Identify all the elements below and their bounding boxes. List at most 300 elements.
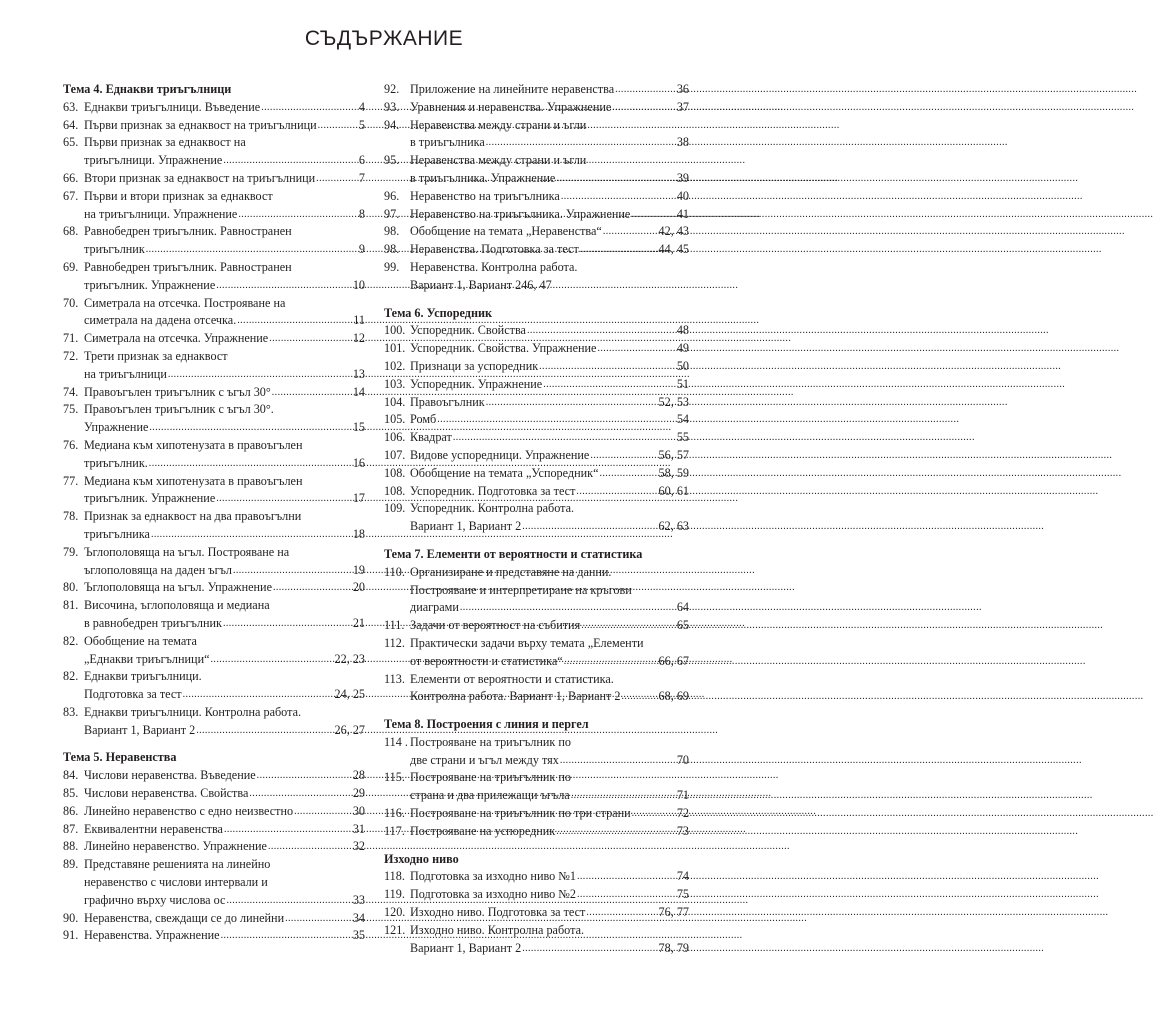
entry-text: Видове успоредници. Упражнение bbox=[410, 447, 590, 462]
entry-number: 119. bbox=[384, 887, 405, 902]
leader-dots bbox=[561, 187, 676, 206]
entry-text: Неравенства, свеждащи се до линейни bbox=[84, 910, 285, 925]
toc-entry-line bbox=[384, 241, 689, 259]
entry-text: неравенство с числови интервали и bbox=[84, 875, 268, 890]
toc-entry[interactable] bbox=[384, 769, 689, 805]
toc-entry-line bbox=[63, 437, 365, 455]
toc-entry-line bbox=[63, 544, 365, 562]
toc-entry-line bbox=[384, 117, 689, 135]
leader-dots bbox=[269, 329, 352, 348]
page-number: 30 bbox=[352, 803, 365, 818]
entry-text: две страни и ъгъл между тях bbox=[410, 752, 559, 767]
entry-text: Построяване на успоредник bbox=[410, 823, 556, 838]
section-heading: Изходно ниво bbox=[384, 851, 459, 866]
toc-entry-line bbox=[63, 562, 365, 580]
toc-entry[interactable] bbox=[63, 295, 365, 331]
toc-entry[interactable] bbox=[63, 99, 365, 117]
toc-entry-line bbox=[384, 483, 689, 501]
toc-entry[interactable] bbox=[63, 856, 365, 909]
page-number: 7 bbox=[358, 170, 365, 185]
entry-text: Организиране и представяне на данни. bbox=[410, 564, 612, 579]
entry-number: 96. bbox=[384, 188, 400, 203]
toc-entry-line bbox=[384, 134, 689, 152]
toc-column-left bbox=[63, 81, 365, 945]
toc-entry[interactable] bbox=[384, 904, 689, 922]
toc-entry-line bbox=[384, 617, 689, 635]
entry-text: Успоредник. Свойства. Упражнение bbox=[410, 341, 597, 356]
toc-entry-line bbox=[384, 635, 689, 653]
toc-entry[interactable] bbox=[384, 635, 689, 671]
page-number: 17 bbox=[352, 491, 365, 506]
leader-dots bbox=[522, 517, 657, 536]
entry-number: 100. bbox=[384, 323, 406, 338]
toc-entry-line bbox=[63, 134, 365, 152]
leader-dots bbox=[268, 837, 352, 856]
leader-dots bbox=[486, 393, 658, 412]
toc-entry-line bbox=[384, 447, 689, 465]
page-number: 32 bbox=[352, 839, 365, 854]
entry-number: 76. bbox=[63, 437, 79, 452]
entry-number: 118. bbox=[384, 869, 405, 884]
toc-entry-line bbox=[63, 348, 365, 366]
page-number: 60, 61 bbox=[658, 483, 689, 498]
toc-entry[interactable] bbox=[384, 259, 689, 295]
toc-entry[interactable] bbox=[384, 886, 689, 904]
toc-entry-line bbox=[63, 615, 365, 633]
leader-dots bbox=[221, 926, 352, 945]
entry-text: Успоредник. Свойства bbox=[410, 323, 526, 338]
entry-text: Признак за еднаквост на два правоъгълни bbox=[84, 509, 302, 524]
entry-text: Първи признак за еднаквост на триъгълници bbox=[84, 117, 317, 132]
toc-entry-line bbox=[384, 81, 689, 99]
toc-section bbox=[63, 81, 365, 739]
entry-number: 75. bbox=[63, 402, 79, 417]
entry-text: на триъгълници. Упражнение bbox=[84, 206, 238, 221]
toc-entry-line bbox=[384, 599, 689, 617]
leader-dots bbox=[631, 205, 676, 224]
entry-text: Първи признак за еднаквост на bbox=[84, 135, 246, 150]
leader-dots bbox=[437, 410, 676, 429]
leader-dots bbox=[580, 240, 658, 259]
leader-dots bbox=[460, 598, 676, 617]
toc-entry[interactable] bbox=[384, 805, 689, 823]
toc-entry[interactable] bbox=[63, 188, 365, 224]
toc-entry-line bbox=[63, 170, 365, 188]
toc-entry[interactable] bbox=[384, 340, 689, 358]
entry-number: 97. bbox=[384, 206, 400, 221]
toc-entry-line bbox=[63, 277, 365, 295]
entry-number: 91. bbox=[63, 928, 79, 943]
entry-text: Трети признак за еднаквост bbox=[84, 348, 228, 363]
entry-text: диаграми bbox=[410, 600, 459, 615]
leader-dots bbox=[183, 685, 334, 704]
toc-entry-line bbox=[63, 856, 365, 874]
entry-number: 98. bbox=[384, 242, 400, 257]
toc-entry[interactable] bbox=[63, 803, 365, 821]
entry-number: 102. bbox=[384, 358, 406, 373]
toc-entry[interactable] bbox=[63, 170, 365, 188]
entry-number: 70. bbox=[63, 295, 79, 310]
leader-dots bbox=[599, 464, 657, 483]
page-number: 64 bbox=[676, 600, 689, 615]
toc-entry[interactable] bbox=[63, 785, 365, 803]
page-number: 36 bbox=[676, 82, 689, 96]
toc-entry[interactable] bbox=[384, 922, 689, 958]
entry-number: 86. bbox=[63, 803, 79, 818]
toc-entry[interactable] bbox=[384, 188, 689, 206]
page-number: 31 bbox=[352, 821, 365, 836]
toc-section bbox=[384, 81, 689, 295]
toc-entry[interactable] bbox=[63, 927, 365, 945]
toc-entry[interactable] bbox=[384, 376, 689, 394]
entry-number: 88. bbox=[63, 839, 79, 854]
toc-entry-line bbox=[63, 384, 365, 402]
page-number: 49 bbox=[676, 341, 689, 356]
entry-text: Построяване на триъгълник по bbox=[410, 734, 572, 749]
entry-text: Неравенства между страни и ъгли bbox=[410, 153, 587, 168]
toc-entry-line bbox=[63, 597, 365, 615]
section-heading: Тема 4. Еднакви триъгълници bbox=[63, 82, 232, 96]
toc-entry[interactable] bbox=[63, 330, 365, 348]
entry-number: 90. bbox=[63, 910, 79, 925]
leader-dots bbox=[223, 614, 352, 633]
toc-entry-line bbox=[63, 785, 365, 803]
section-heading: Тема 5. Неравенства bbox=[63, 750, 177, 765]
entry-text: Симетрала на отсечка. Построяване на bbox=[84, 295, 286, 310]
entry-text: Задачи от вероятност на събития bbox=[410, 618, 581, 633]
toc-entry-line bbox=[63, 927, 365, 945]
toc-entry-line bbox=[384, 152, 689, 170]
toc-section bbox=[63, 749, 365, 945]
entry-number: 64. bbox=[63, 117, 79, 132]
entry-number: 84. bbox=[63, 768, 79, 783]
leader-dots bbox=[224, 820, 352, 839]
toc-entry[interactable] bbox=[63, 401, 365, 437]
entry-text: Неравенства. Подготовка за тест bbox=[410, 242, 579, 257]
page-number: 22, 23 bbox=[334, 651, 365, 666]
toc-entry-line bbox=[63, 821, 365, 839]
toc-entry[interactable] bbox=[384, 617, 689, 635]
page-number: 65 bbox=[676, 618, 689, 633]
leader-dots bbox=[632, 804, 676, 823]
toc-entry-line bbox=[63, 838, 365, 856]
toc-entry[interactable] bbox=[384, 99, 689, 117]
toc-entry-line bbox=[384, 170, 689, 188]
page-number: 26, 27 bbox=[334, 722, 365, 737]
entry-text: триъгълника bbox=[84, 526, 150, 541]
toc-entry-line bbox=[384, 734, 689, 752]
page-number: 12 bbox=[352, 331, 365, 346]
entry-text: Първи и втори признак за еднаквост bbox=[84, 188, 273, 203]
leader-dots bbox=[522, 939, 657, 958]
entry-text: Построяване на триъгълник по bbox=[410, 770, 572, 785]
entry-text: Ъглополовяща на ъгъл. Построяване на bbox=[84, 544, 290, 559]
page-number: 9 bbox=[358, 242, 365, 257]
toc-entry[interactable] bbox=[384, 241, 689, 259]
toc-entry-line bbox=[63, 767, 365, 785]
leader-dots bbox=[285, 909, 352, 928]
toc-entry-line bbox=[384, 223, 689, 241]
toc-entry-line bbox=[63, 803, 365, 821]
entry-text: Признаци за успоредник bbox=[410, 358, 539, 373]
entry-number: 103. bbox=[384, 376, 406, 391]
toc-entry[interactable] bbox=[63, 767, 365, 785]
toc-section bbox=[384, 716, 689, 841]
toc-entry[interactable] bbox=[384, 322, 689, 340]
leader-dots bbox=[273, 578, 352, 597]
entry-text: Успоредник. Упражнение bbox=[410, 376, 543, 391]
toc-entry[interactable] bbox=[63, 134, 365, 170]
entry-text: ъглополовяща на даден ъгъл bbox=[84, 562, 232, 577]
page-number: 37 bbox=[676, 99, 689, 114]
page-number: 73 bbox=[676, 823, 689, 838]
toc-entry-line bbox=[384, 340, 689, 358]
toc-entry[interactable] bbox=[384, 465, 689, 483]
leader-dots bbox=[196, 721, 333, 740]
leader-dots bbox=[539, 357, 676, 376]
page-number: 20 bbox=[352, 580, 365, 595]
entry-text: графично върху числова ос bbox=[84, 892, 226, 907]
entry-number: 112. bbox=[384, 635, 405, 650]
toc-entry-line bbox=[384, 752, 689, 770]
entry-text: Неравенство на триъгълника. Упражнение bbox=[410, 206, 631, 221]
leader-dots bbox=[564, 652, 658, 671]
toc-entry[interactable] bbox=[63, 633, 365, 669]
toc-entry-line bbox=[63, 152, 365, 170]
page-number: 10 bbox=[352, 277, 365, 292]
entry-number: 95. bbox=[384, 153, 400, 168]
leader-dots bbox=[597, 339, 675, 358]
leader-dots bbox=[257, 766, 352, 785]
page-number: 4 bbox=[358, 99, 365, 114]
leader-dots bbox=[216, 489, 352, 508]
toc-entry[interactable] bbox=[63, 508, 365, 544]
toc-entry-line bbox=[63, 295, 365, 313]
toc-entry[interactable] bbox=[63, 348, 365, 384]
toc-entry[interactable] bbox=[63, 259, 365, 295]
entry-text: триъгълници. Упражнение bbox=[84, 153, 223, 168]
leader-dots bbox=[615, 80, 676, 99]
entry-text: Втори признак за еднаквост на триъгълници bbox=[84, 170, 316, 185]
toc-entry[interactable] bbox=[63, 223, 365, 259]
page-number: 38 bbox=[676, 135, 689, 150]
entry-text: Правоъгълен триъгълник с ъгъл 30° bbox=[84, 384, 271, 399]
page-number: 54 bbox=[676, 412, 689, 427]
toc-entry[interactable] bbox=[384, 734, 689, 770]
page-number: 14 bbox=[352, 384, 365, 399]
toc-entry[interactable] bbox=[384, 823, 689, 841]
page-number: 42, 43 bbox=[658, 224, 689, 239]
entry-text: Изходно ниво. Контролна работа. bbox=[410, 922, 585, 937]
page-number: 52, 53 bbox=[658, 394, 689, 409]
entry-text: Контролна работа. Вариант 1, Вариант 2 bbox=[410, 689, 621, 704]
entry-text: Представяне решенията на линейно bbox=[84, 857, 271, 872]
entry-number: 107. bbox=[384, 447, 406, 462]
toc-entry[interactable] bbox=[384, 564, 689, 617]
entry-text: Линейно неравенство с едно неизвестно bbox=[84, 803, 294, 818]
leader-dots bbox=[318, 116, 358, 135]
leader-dots bbox=[233, 561, 352, 580]
toc-entry[interactable] bbox=[63, 910, 365, 928]
entry-number: 116. bbox=[384, 806, 405, 821]
page-number: 15 bbox=[352, 420, 365, 435]
entry-text: Медиана към хипотенузата в правоъгълен bbox=[84, 473, 303, 488]
entry-number: 93. bbox=[384, 99, 400, 114]
toc-entry[interactable] bbox=[384, 358, 689, 376]
toc-entry-line bbox=[384, 411, 689, 429]
toc-entry-line bbox=[384, 582, 689, 600]
leader-dots bbox=[211, 650, 334, 669]
entry-text: триъгълник. bbox=[84, 455, 148, 470]
entry-text: Медиана към хипотенузата в правоъгълен bbox=[84, 437, 303, 452]
page-number: 41 bbox=[676, 206, 689, 221]
entry-number: 105. bbox=[384, 412, 406, 427]
section-heading: Тема 6. Успоредник bbox=[384, 305, 493, 320]
page-number: 34 bbox=[352, 910, 365, 925]
toc-entry[interactable] bbox=[63, 437, 365, 473]
toc-entry[interactable] bbox=[63, 668, 365, 704]
toc-entry-line bbox=[384, 904, 689, 922]
toc-entry-line bbox=[63, 490, 365, 508]
leader-dots bbox=[249, 784, 351, 803]
page-number: 29 bbox=[352, 786, 365, 801]
page-number: 74 bbox=[676, 869, 689, 884]
entry-text: Симетрала на отсечка. Упражнение bbox=[84, 331, 269, 346]
toc-entry[interactable] bbox=[63, 838, 365, 856]
toc-entry-line bbox=[384, 376, 689, 394]
toc-entry-line bbox=[63, 633, 365, 651]
toc-entry[interactable] bbox=[63, 704, 365, 740]
toc-entry-line bbox=[63, 579, 365, 597]
entry-text: „Еднакви триъгълници“ bbox=[84, 651, 210, 666]
toc-entry[interactable] bbox=[384, 429, 689, 447]
toc-entry[interactable] bbox=[63, 473, 365, 509]
toc-entry[interactable] bbox=[63, 579, 365, 597]
toc-entry[interactable] bbox=[384, 223, 689, 241]
entry-number: 85. bbox=[63, 786, 79, 801]
toc-column-right bbox=[384, 81, 689, 957]
toc-entry-line bbox=[384, 277, 689, 295]
page-number: 28 bbox=[352, 768, 365, 783]
entry-number: 117. bbox=[384, 823, 405, 838]
toc-entry[interactable] bbox=[63, 821, 365, 839]
entry-text: Практически задачи върху темата „Елементи bbox=[410, 635, 644, 650]
entry-number: 104. bbox=[384, 394, 406, 409]
entry-text: Неравенства. Упражнение bbox=[84, 928, 220, 943]
toc-section bbox=[384, 305, 689, 536]
toc-entry[interactable] bbox=[384, 152, 689, 188]
toc-entry-line bbox=[384, 99, 689, 117]
entry-text: Числови неравенства. Свойства bbox=[84, 786, 249, 801]
toc-entry-line bbox=[63, 401, 365, 419]
entry-text: Приложение на линейните неравенства bbox=[410, 82, 615, 96]
entry-number: 82. bbox=[63, 669, 79, 684]
toc-entry-line bbox=[63, 508, 365, 526]
toc-entry[interactable] bbox=[384, 81, 689, 99]
leader-dots bbox=[149, 418, 351, 437]
toc-entry[interactable] bbox=[384, 447, 689, 465]
entry-number: 115. bbox=[384, 770, 405, 785]
entry-number: 65. bbox=[63, 135, 79, 150]
page-title: СЪДЪРЖАНИЕ bbox=[304, 27, 464, 50]
toc-entry-line bbox=[63, 259, 365, 277]
leader-dots bbox=[603, 222, 658, 241]
entry-number: 87. bbox=[63, 821, 79, 836]
toc-entry[interactable] bbox=[63, 544, 365, 580]
toc-entry-line bbox=[384, 805, 689, 823]
entry-number: 121. bbox=[384, 922, 406, 937]
toc-entry[interactable] bbox=[384, 483, 689, 501]
entry-text: Височина, ъглополовяща и медиана bbox=[84, 598, 270, 613]
leader-dots bbox=[151, 525, 352, 544]
toc-entry[interactable] bbox=[63, 384, 365, 402]
entry-number: 78. bbox=[63, 509, 79, 524]
page-number: 40 bbox=[676, 188, 689, 203]
toc-entry[interactable] bbox=[384, 117, 689, 153]
page-number: 16 bbox=[352, 455, 365, 470]
toc-entry-line bbox=[63, 206, 365, 224]
entry-text: Неравенства между страни и ъгли bbox=[410, 117, 587, 132]
toc-entry[interactable] bbox=[384, 411, 689, 429]
page-number: 13 bbox=[352, 366, 365, 381]
toc-entry-line bbox=[63, 651, 365, 669]
entry-number: 79. bbox=[63, 544, 79, 559]
page-number: 58, 59 bbox=[658, 465, 689, 480]
toc-entry-line bbox=[384, 188, 689, 206]
leader-dots bbox=[556, 169, 676, 188]
entry-number: 99. bbox=[384, 259, 400, 274]
leader-dots bbox=[237, 311, 352, 330]
page-number: 55 bbox=[676, 430, 689, 445]
entry-text: в триъгълника. Упражнение bbox=[410, 170, 556, 185]
toc-entry[interactable] bbox=[384, 868, 689, 886]
entry-text: Правоъгълник bbox=[410, 394, 485, 409]
entry-number: 109. bbox=[384, 501, 406, 516]
leader-dots bbox=[168, 365, 352, 384]
entry-number: 89. bbox=[63, 857, 79, 872]
entry-text: Построяване и интерпретиране на кръгови bbox=[410, 582, 632, 597]
toc-entry[interactable] bbox=[384, 671, 689, 707]
page-number: 11 bbox=[353, 313, 365, 328]
leader-dots bbox=[586, 903, 657, 922]
leader-dots bbox=[223, 151, 358, 170]
entry-number: 108. bbox=[384, 465, 406, 480]
leader-dots bbox=[560, 751, 676, 770]
toc-entry-line bbox=[384, 500, 689, 518]
page-number: 21 bbox=[352, 615, 365, 630]
entry-text: Правоъгълен триъгълник с ъгъл 30°. bbox=[84, 402, 274, 417]
entry-text: Линейно неравенство. Упражнение bbox=[84, 839, 267, 854]
toc-entry-line bbox=[384, 940, 689, 958]
leader-dots bbox=[226, 891, 351, 910]
toc-entry-line bbox=[63, 874, 365, 892]
entry-text: Вариант 1, Вариант 2 bbox=[84, 722, 196, 737]
entry-number: 92. bbox=[384, 82, 400, 96]
toc-entry[interactable] bbox=[384, 394, 689, 412]
entry-number: 83. bbox=[63, 704, 79, 719]
toc-entry[interactable] bbox=[63, 117, 365, 135]
toc-entry[interactable] bbox=[384, 500, 689, 536]
page-number: 35 bbox=[352, 928, 365, 943]
page-number: 70 bbox=[676, 752, 689, 767]
page-number: 6 bbox=[358, 153, 365, 168]
toc-entry[interactable] bbox=[384, 206, 689, 224]
toc-entry-line bbox=[384, 206, 689, 224]
toc-entry[interactable] bbox=[63, 597, 365, 633]
entry-number: 68. bbox=[63, 224, 79, 239]
entry-text: в триъгълника bbox=[410, 135, 485, 150]
page-number: 48 bbox=[676, 323, 689, 338]
